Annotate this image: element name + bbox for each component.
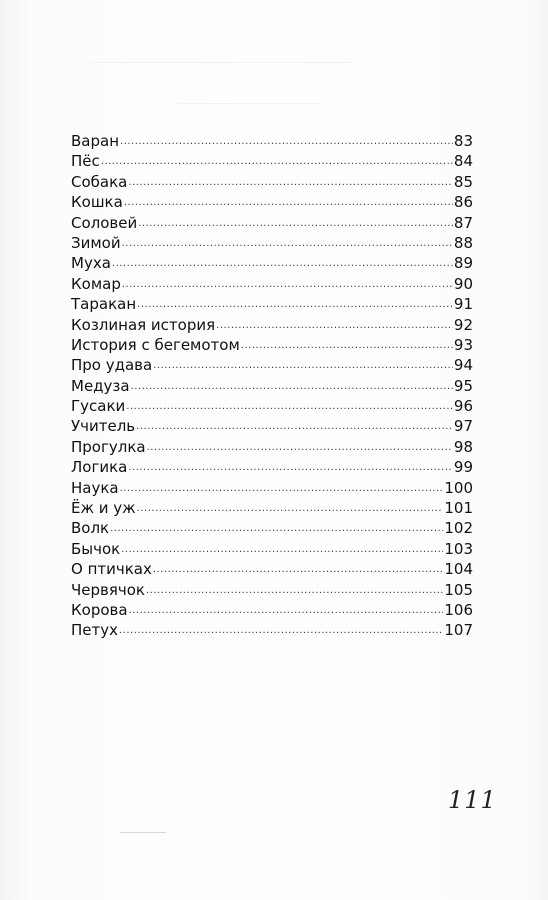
toc-dot-leader [120,132,453,152]
toc-dot-leader [126,397,453,417]
toc-entry-title: Медуза [71,376,130,395]
toc-entry-page: 98 [453,437,473,456]
toc-entry-page: 94 [453,356,473,375]
toc-entry-title: Комар [71,274,121,293]
toc-entry [71,172,473,192]
toc-entry-page: 96 [453,397,473,416]
toc-entry-page: 84 [453,152,473,171]
toc-entry-title: Козлиная история [71,315,216,334]
toc-dot-leader [137,295,453,315]
toc-entry [71,620,473,640]
toc-entry-title: Петух [71,621,118,640]
toc-entry [71,253,473,273]
toc-entry [71,151,473,171]
toc-dot-leader [124,193,453,213]
toc-entry-title: Ёж и уж [71,499,136,518]
toc-entry [71,131,473,151]
toc-dot-leader [153,560,444,580]
toc-entry-page: 91 [453,295,473,314]
toc-entry-page: 92 [453,315,473,334]
toc-entry [71,580,473,600]
toc-entry-page: 89 [453,254,473,273]
toc-entry [71,518,473,538]
page-number: 111 [448,786,497,814]
toc-dot-leader [122,234,453,254]
toc-dot-leader [120,479,444,499]
toc-entry [71,355,473,375]
toc-entry-title: Червячок [71,580,145,599]
toc-entry-title: Собака [71,172,128,191]
toc-dot-leader [146,581,443,601]
toc-entry-page: 83 [453,132,473,150]
toc-entry [71,294,473,314]
toc-entry-title: Корова [71,600,128,619]
toc-entry-page: 107 [444,621,473,640]
toc-entry-page: 101 [444,499,473,518]
toc-dot-leader [129,601,444,621]
toc-entry-title: Про удава [71,356,153,375]
toc-dot-leader [121,540,443,560]
toc-dot-leader [137,499,444,519]
toc-entry-page: 86 [453,193,473,212]
toc-entry-title: Наука [71,478,119,497]
toc-dot-leader [131,377,453,397]
toc-entry-title: О птичках [71,560,152,579]
toc-dot-leader [241,336,453,356]
toc-dot-leader [119,621,443,641]
toc-entry-title: Муха [71,254,111,273]
toc-dot-leader [153,356,453,376]
toc-entry-page: 102 [444,519,473,538]
toc-entry-page: 97 [453,417,473,436]
toc-dot-leader [101,152,453,172]
toc-dot-leader [110,519,443,539]
toc-entry-page: 85 [453,172,473,191]
toc-entry [71,274,473,294]
toc-entry-title: Гусаки [71,397,126,416]
toc-entry-page: 93 [453,335,473,354]
toc-entry [71,559,473,579]
toc-entry-title: Логика [71,458,128,477]
toc-entry [71,457,473,477]
toc-entry [71,498,473,518]
toc-entry [71,233,473,253]
toc-entry-page: 105 [444,580,473,599]
toc-entry-page: 99 [453,458,473,477]
toc-entry-title: Варан [71,132,120,150]
toc-entry-title: Прогулка [71,437,146,456]
toc-entry-page: 90 [453,274,473,293]
toc-entry [71,437,473,457]
toc-dot-leader [128,173,453,193]
toc-entry-page: 106 [444,600,473,619]
toc-entry [71,416,473,436]
toc-entry-title: Учитель [71,417,136,436]
toc-entry [71,600,473,620]
toc-entry-page: 88 [453,233,473,252]
toc-entry-title: Соловей [71,213,138,232]
toc-entry-page: 103 [444,539,473,558]
toc-entry-page: 100 [444,478,473,497]
toc-entry [71,335,473,355]
show-through-line [178,103,318,104]
show-through-line [90,62,350,63]
toc-entry-title: Пёс [71,152,100,171]
toc-entry [71,396,473,416]
toc-entry-title: Зимой [71,233,121,252]
toc-entry-title: Кошка [71,193,123,212]
toc-entry [71,539,473,559]
edge-mark [120,832,166,833]
toc-entry-title: Таракан [71,295,137,314]
toc-entry [71,478,473,498]
toc-entry-page: 95 [453,376,473,395]
toc-entry [71,315,473,335]
toc-dot-leader [112,254,453,274]
toc-dot-leader [216,316,453,336]
toc-entry-title: История с бегемотом [71,335,240,354]
toc-entry [71,213,473,233]
toc-dot-leader [136,417,453,437]
toc-dot-leader [138,214,453,234]
toc-dot-leader [147,438,453,458]
toc-entry [71,192,473,212]
toc-entry-page: 87 [453,213,473,232]
table-of-contents [71,131,473,641]
toc-dot-leader [122,275,453,295]
toc-dot-leader [128,458,453,478]
toc-entry [71,376,473,396]
toc-entry-page: 104 [444,560,473,579]
toc-entry-title: Бычок [71,539,121,558]
toc-entry-title: Волк [71,519,110,538]
